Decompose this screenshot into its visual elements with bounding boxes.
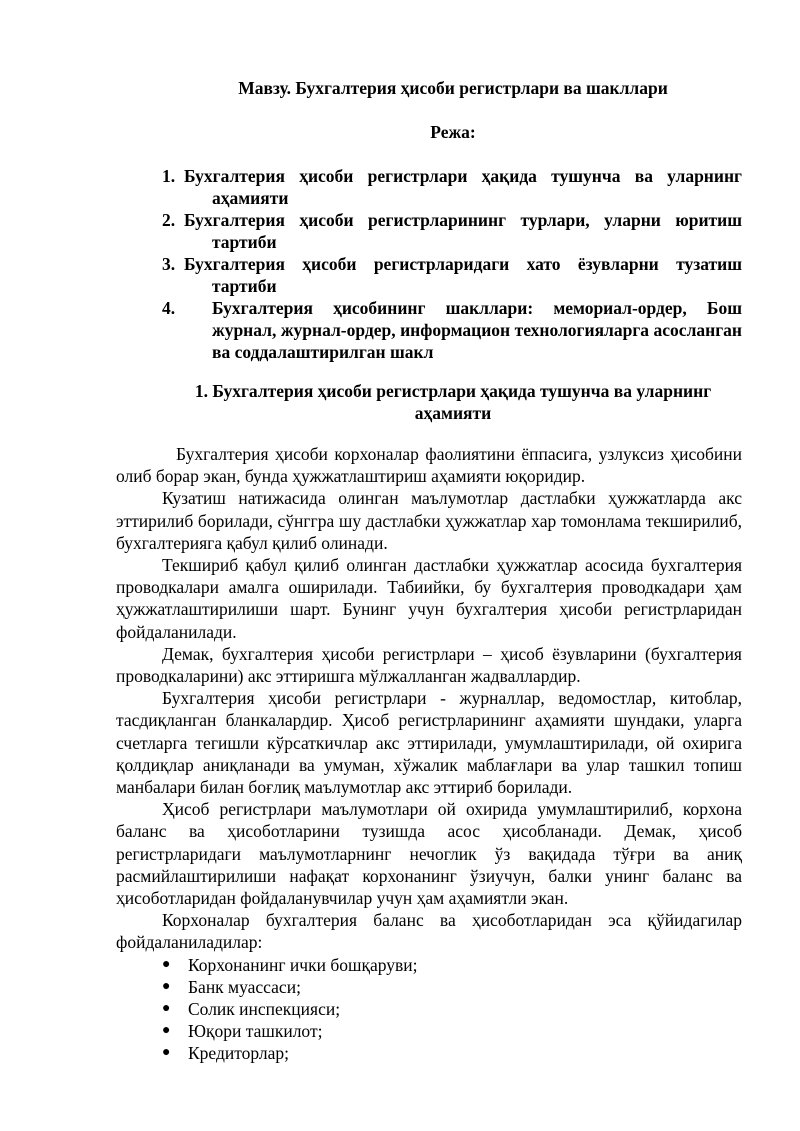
plan-item-number: 3.: [162, 254, 176, 274]
plan-item: [162, 253, 742, 297]
list-item: [162, 976, 742, 998]
paragraph: Текшириб қабул қилиб олинган дастлабки ҳужжатлар асосида бухгалтерия проводкалари амалга оширилади. Табиийки, бу бухгалтерия проводкадари ҳам ҳужжатлаштирилиши шарт. Бунинг учун бухгалтерия ҳисоби регистрларидан фойдаланилади.: [116, 555, 742, 642]
plan-item: [162, 297, 742, 363]
paragraph: Ҳисоб регистрлари маълумотлари ой охирида умумлаштирилиб, корхона баланс ва ҳисоботларини тузишда асос ҳисобланади. Демак, ҳисоб регистрларидаги маълумотларнинг нечоглик ўз вақидада тўғри ва аниқ расмийлаштирилиши нафақат корхонанинг ўзиучун, балки унинг баланс ва ҳисоботларидан фойдаланувчилар учун ҳам аҳамиятли экан.: [116, 799, 742, 909]
plan-item-text: Бухгалтерия ҳисоби регистрлари ҳақида тушунча ва уларнинг аҳамияти: [184, 166, 742, 208]
paragraph: Бухгалтерия ҳисоби регистрлари - журналлар, ведомостлар, китоблар, тасдиқланган бланкалардир. Ҳисоб регистрларининг аҳамияти шундаки, уларга счетларга тегишли кўрсаткичлар акс эттирилади, умумлаштирилади, ой охирига қолдиқлар аниқланади ва умуман, хўжалик маблағлари ва улар ташкил топиш манбалари билан боғлиқ маълумотлар акс эттириб борилади.: [116, 688, 742, 798]
bullet-icon: ●: [162, 956, 171, 972]
plan-heading: Режа:: [430, 122, 476, 142]
list-item: [162, 1042, 742, 1064]
section-heading: 1. Бухгалтерия ҳисоби регистрлари ҳақида тушунча ва уларнинг аҳамияти: [194, 381, 712, 423]
plan-item-text: Бухгалтерия ҳисоби регистрларининг турлари, уларни юритиш тартиби: [184, 210, 742, 252]
paragraph: Корхоналар бухгалтерия баланс ва ҳисоботларидан эса қўйидагилар фойдаланиладилар:: [116, 910, 742, 953]
body-text: [116, 443, 742, 1065]
bullet-icon: ●: [162, 1001, 171, 1017]
list-item-text: Кредиторлар;: [188, 1043, 290, 1064]
bullet-list: [116, 954, 742, 1065]
list-item-text: Солик инспекцияси;: [188, 999, 341, 1020]
list-item-text: Банк муассаси;: [188, 976, 301, 997]
plan-item-text: Бухгалтерия ҳисобининг шакллари: мемориал-ордер, Бош журнал, журнал-ордер, информацион технологияларга асосланган ва соддалаштирилган шакл: [212, 298, 742, 362]
bullet-icon: ●: [162, 1045, 171, 1061]
plan-item-number: 1.: [162, 166, 176, 186]
bullet-icon: ●: [162, 978, 171, 994]
list-item: [162, 998, 742, 1020]
plan-item: [162, 209, 742, 253]
list-item-text: Корхонанинг ички бошқаруви;: [188, 954, 418, 975]
list-item: [162, 1020, 742, 1042]
plan-item: [162, 165, 742, 209]
bullet-icon: ●: [162, 1023, 171, 1039]
plan-item-text: Бухгалтерия ҳисоби регистрларидаги хато ёзувларни тузатиш тартиби: [184, 254, 742, 296]
list-item: [162, 954, 742, 976]
plan-item-number: 4.: [162, 298, 176, 318]
paragraph: Демак, бухгалтерия ҳисоби регистрлари – ҳисоб ёзувларини (бухгалтерия проводкаларини) акс эттиришга мўлжалланган жадваллардир.: [116, 643, 742, 687]
plan-list: [162, 165, 742, 363]
document-title: Мавзу. Бухгалтерия ҳисоби регистрлари ва шакллари: [238, 78, 668, 98]
list-item-text: Юқори ташкилот;: [188, 1021, 323, 1042]
plan-item-number: 2.: [162, 210, 176, 230]
paragraph: Кузатиш натижасида олинган маълумотлар дастлабки ҳужжатларда акс эттирилиб борилади, сўнггра шу дастлабки ҳужжатлар хар томонлама текширилиб, бухгалтерияга қабул қилиб олинади.: [116, 488, 742, 553]
paragraph: Бухгалтерия ҳисоби корхоналар фаолиятини ёппасига, узлуксиз ҳисобини олиб борар экан, бунда ҳужжатлаштириш аҳамияти юқоридир.: [116, 444, 742, 487]
